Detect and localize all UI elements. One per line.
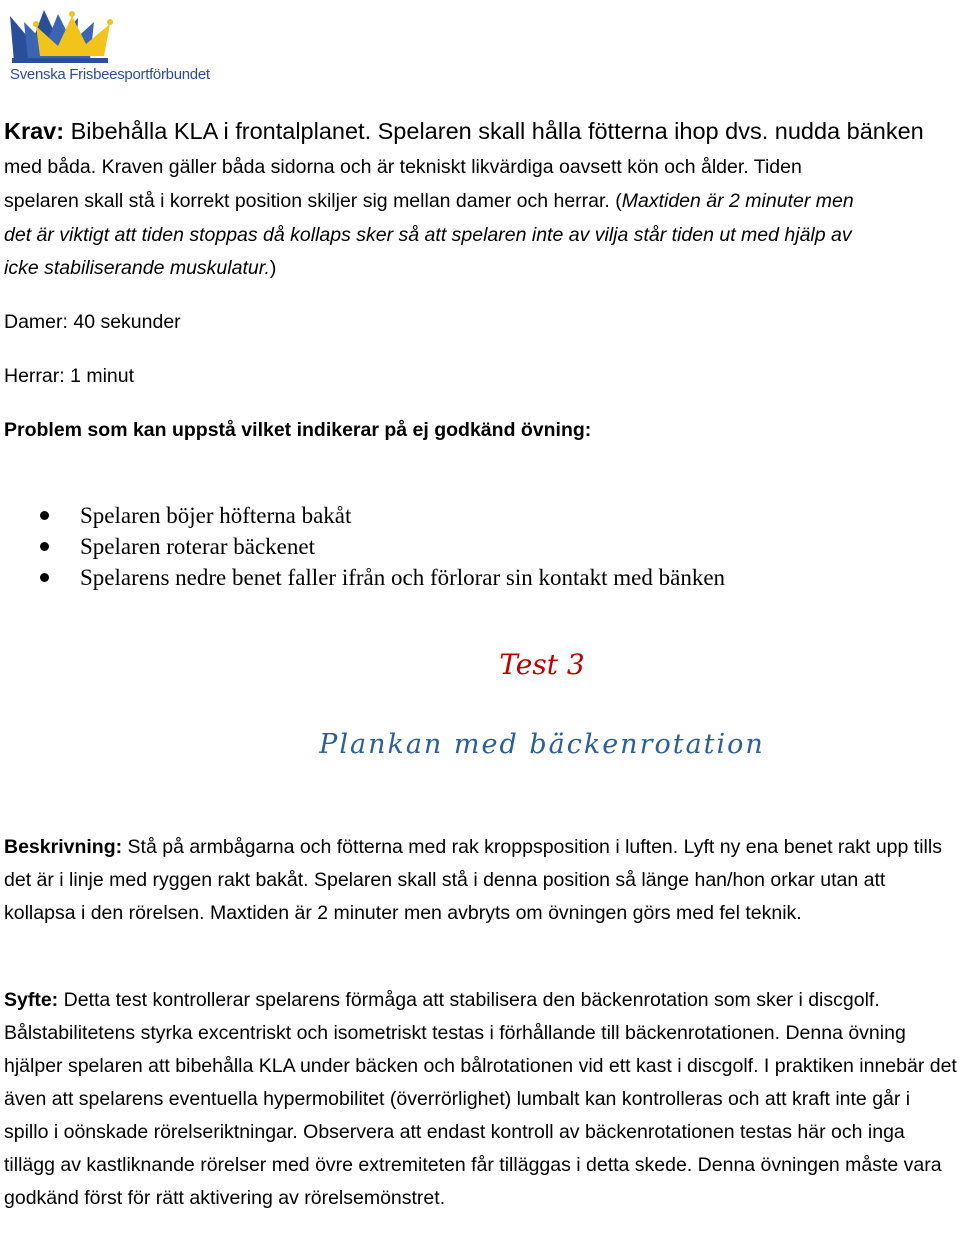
bullet-icon [40,542,49,551]
krav-line-3-text: spelaren skall stå i korrekt position skiljer sig mellan damer och herrar. ( [4,190,622,212]
test-subtitle: Plankan med bäckenrotation [319,729,765,760]
krav-label-text: Krav: [4,118,65,144]
krav-line-1-row [4,118,924,145]
problem-list [40,500,725,593]
krav-line-4-italic: det är viktigt att tiden stoppas då kollaps sker så att spelaren inte av vilja står tiden ut med hjälp av [4,224,852,246]
syfte-text: Detta test kontrollerar spelarens förmåga att stabilisera den bäckenrotation som sker i discgolf. Bålstabilitetens styrka excentriskt och isometriskt testas i förhållande till bäckenrotationen. Denna övning hjälper spelaren att bibehålla KLA under bäcken och bålrotationen vid ett kast i discgolf. I praktiken innebär det även att spelarens eventuella hypermobilitet (överrörlighet) lumbalt kan kontrolleras och att kraft inte går i spillo i oönskade rörelseriktningar. Observera att endast kontroll av bäckenrotationen testas här och inga tillägg av kastliknande rörelser med övre extremiteten får tilläggas i detta skede. Denna övningen måste vara godkänd först för rätt aktivering av rörelsemönstret. [4,989,957,1209]
bullet-icon [40,511,49,520]
syfte-label: Syfte: [4,989,59,1011]
damer-time: Damer: 40 sekunder [4,311,181,333]
beskrivning-text: Stå på armbågarna och fötterna med rak kroppsposition i luften. Lyft ny ena benet rakt upp tills det är i linje med ryggen rakt bakåt. Spelaren skall stå i denna position så länge han/hon orkar utan att kollapsa i den rörelsen. Maxtiden är 2 minuter men avbryts om övningen görs med fel teknik. [4,836,942,924]
list-item-text: Spelaren roterar bäckenet [80,534,315,559]
bullet-icon [40,573,49,582]
krav-line-2-text: med båda. Kraven gäller båda sidorna och är tekniskt likvärdiga oavsett kön och ålder. Tiden [4,156,802,178]
federation-logo [6,4,221,88]
syfte-paragraph [4,984,959,1215]
list-item-text: Spelaren böjer höfterna bakåt [80,503,352,528]
crown-icon [6,4,126,70]
logo-text: Svenska Frisbeesportförbundet [10,66,210,83]
test-title: Test 3 [499,648,585,681]
list-item-text: Spelarens nedre benet faller ifrån och förlorar sin kontakt med bänken [80,565,726,590]
krav-line-3-italic: Maxtiden är 2 minuter men [621,190,854,212]
problem-heading: Problem som kan uppstå vilket indikerar på ej godkänd övning: [4,419,592,441]
krav-line-2-row [4,156,802,179]
herrar-time: Herrar: 1 minut [4,365,135,387]
krav-line-5-end: ) [269,257,277,279]
krav-line-5-row [4,257,276,280]
krav-line-4-row [4,224,852,247]
krav-line-3-row [4,190,854,213]
list-item [40,531,725,562]
list-item [40,562,725,593]
beskrivning-paragraph [4,831,959,930]
krav-line-1-text: Bibehålla KLA i frontalplanet. Spelaren skall hålla fötterna ihop dvs. nudda bänken [64,118,924,144]
krav-line-5-italic: icke stabiliserande muskulatur. [4,257,270,279]
beskrivning-label: Beskrivning: [4,836,123,858]
list-item [40,500,725,531]
